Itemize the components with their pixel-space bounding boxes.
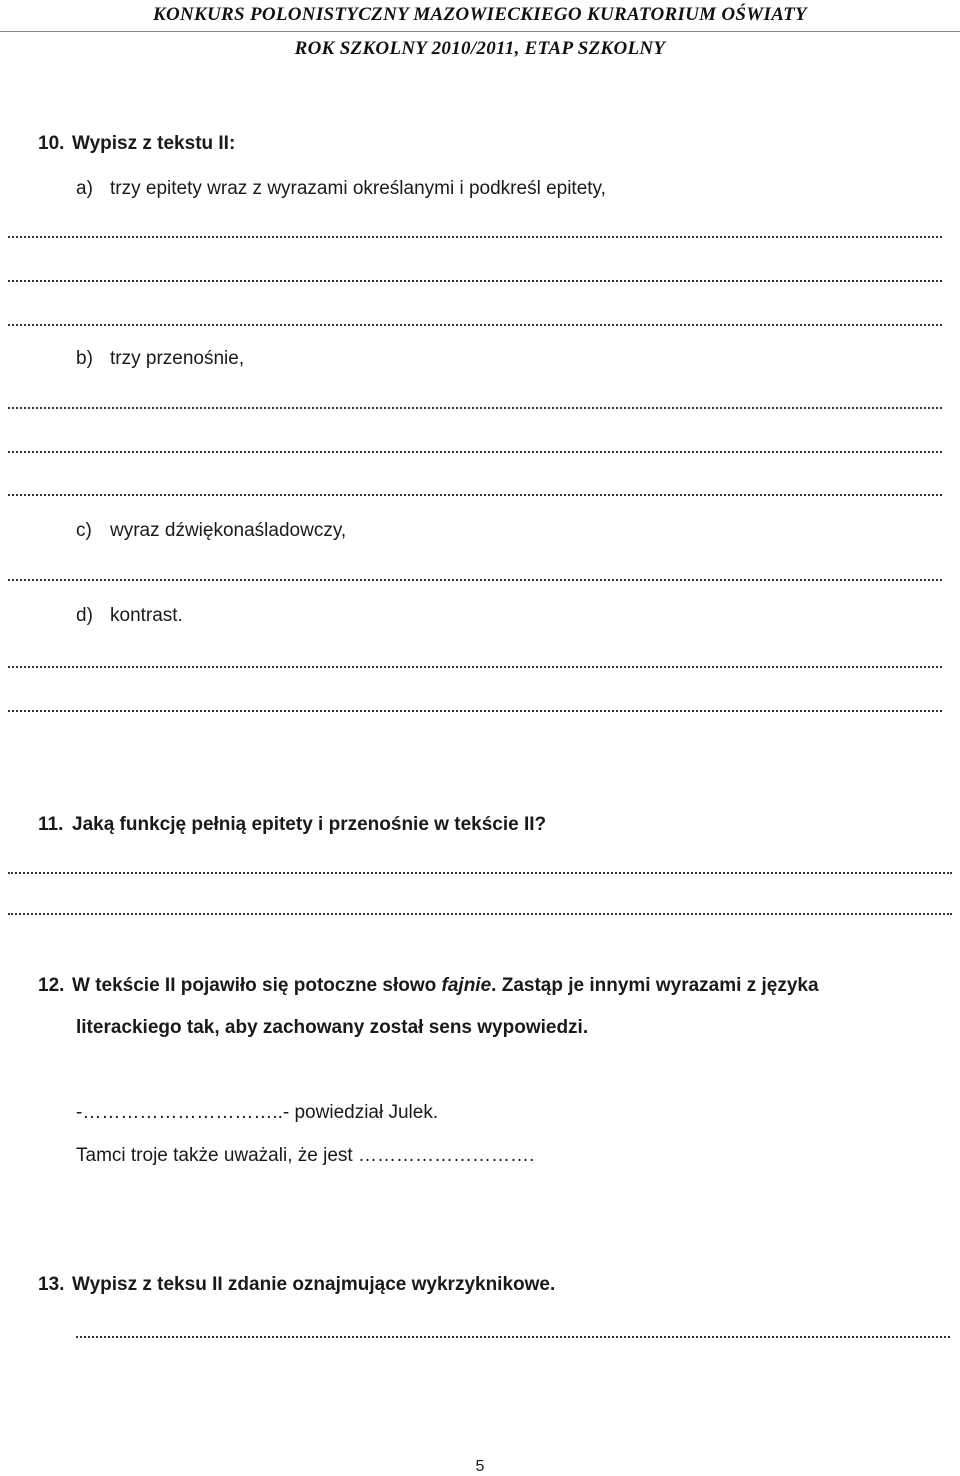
question-12 [38, 975, 819, 997]
question-number: 13. [38, 1274, 65, 1295]
question-text: Wypisz z tekstu II: [72, 133, 236, 154]
fill-in-sentence-1[interactable]: -…………………………..- powiedział Julek. [76, 1102, 439, 1123]
question-13 [38, 1274, 555, 1296]
subtask-d [76, 605, 183, 627]
question-number: 10. [38, 133, 65, 154]
answer-line[interactable] [8, 666, 942, 668]
question-text: Wypisz z teksu II zdanie oznajmujące wykrzyknikowe. [72, 1274, 556, 1295]
answer-line[interactable] [8, 710, 942, 712]
answer-line[interactable] [8, 280, 942, 282]
subtask-text: trzy epitety wraz z wyrazami określanymi i podkreśl epitety, [110, 178, 606, 199]
question-10 [38, 133, 235, 155]
subtask-c [76, 520, 346, 542]
header-subtitle: ROK SZKOLNY 2010/2011, ETAP SZKOLNY [294, 38, 666, 59]
subtask-label: b) [76, 348, 93, 369]
subtask-b [76, 348, 244, 370]
subtask-a [76, 178, 606, 200]
answer-line[interactable] [8, 913, 952, 915]
subtask-label: c) [76, 520, 92, 541]
page-number: 5 [475, 1458, 485, 1475]
subtask-text: wyraz dźwiękonaśladowczy, [110, 520, 347, 541]
header-rule [0, 31, 960, 32]
question-text: Jaką funkcję pełnią epitety i przenośnie w tekście II? [72, 814, 547, 835]
question-text-end: . Zastąp je innymi wyrazami z języka [491, 975, 819, 996]
answer-line[interactable] [8, 407, 942, 409]
answer-line[interactable] [8, 494, 942, 496]
answer-line[interactable] [8, 324, 942, 326]
subtask-label: a) [76, 178, 93, 199]
subtask-text: kontrast. [110, 605, 183, 626]
answer-line[interactable] [8, 872, 952, 874]
header-title: KONKURS POLONISTYCZNY MAZOWIECKIEGO KURATORIUM OŚWIATY [153, 4, 807, 25]
answer-line[interactable] [76, 1336, 950, 1338]
subtask-label: d) [76, 605, 93, 626]
answer-line[interactable] [8, 451, 942, 453]
question-11 [38, 814, 546, 836]
subtask-text: trzy przenośnie, [110, 348, 245, 369]
question-text-start: W tekście II pojawiło się potoczne słowo [72, 975, 442, 996]
question-number: 12. [38, 975, 65, 996]
answer-line[interactable] [8, 236, 942, 238]
question-12-line2: literackiego tak, aby zachowany został sens wypowiedzi. [76, 1017, 589, 1038]
question-number: 11. [38, 814, 64, 835]
fill-in-sentence-2[interactable]: Tamci troje także uważali, że jest ………………………. [76, 1145, 535, 1166]
quoted-word: fajnie [441, 975, 492, 996]
answer-line[interactable] [8, 579, 942, 581]
